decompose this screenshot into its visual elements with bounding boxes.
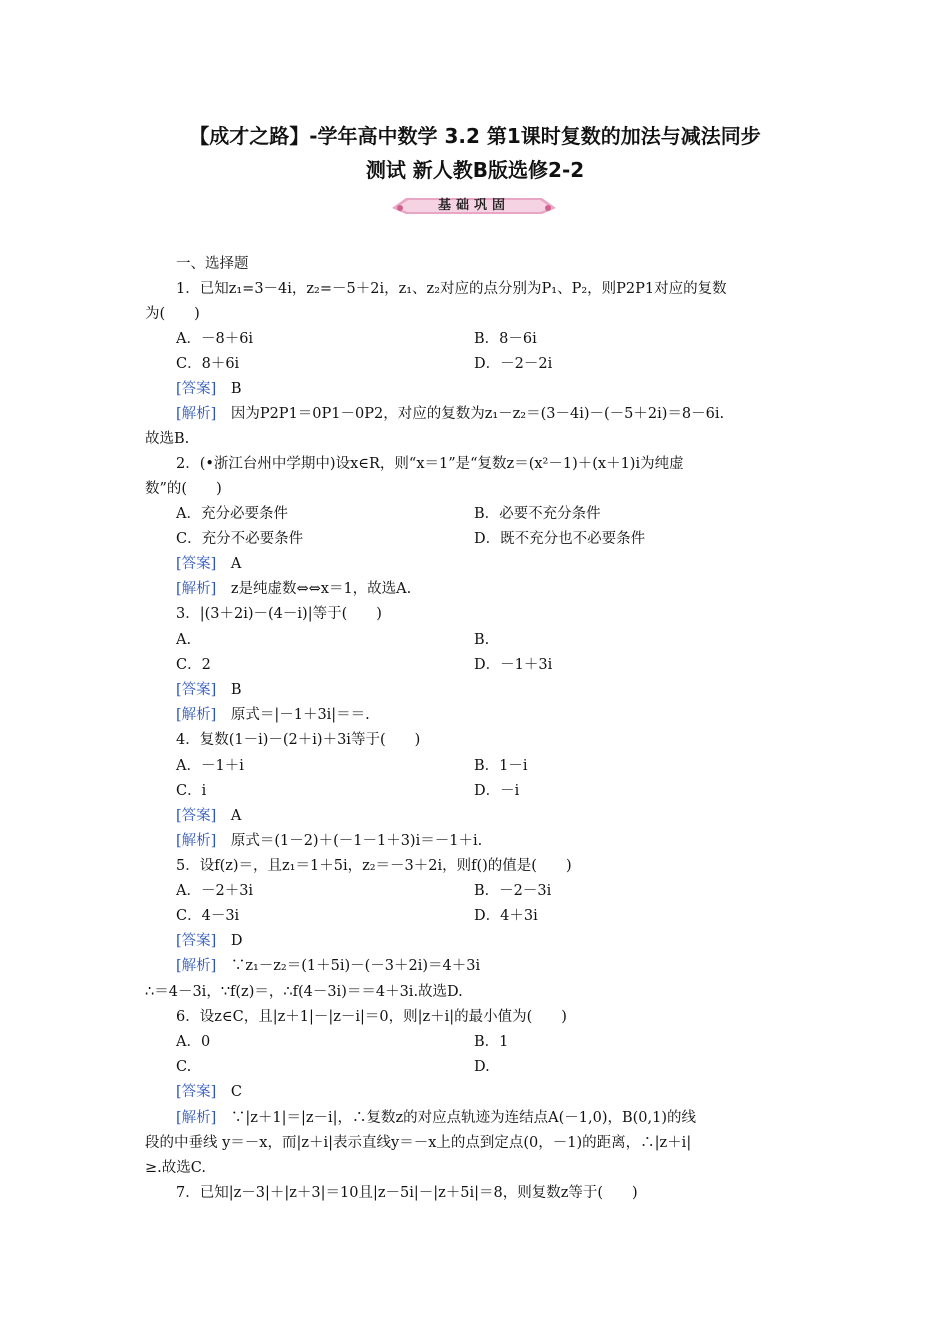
answer-tag: [答案] bbox=[176, 381, 217, 397]
q4-option-c: C．i bbox=[176, 783, 207, 799]
q5-analysis-text: ∵z₁－z₂＝(1＋5i)－(－3＋2i)＝4＋3i bbox=[230, 958, 481, 974]
q4-analysis bbox=[176, 829, 846, 854]
q1-answer bbox=[176, 377, 846, 402]
q1-answer-value: B bbox=[230, 381, 242, 397]
q1-option-c: C．8＋6i bbox=[176, 356, 240, 372]
q5-option-d: D．4＋3i bbox=[474, 908, 538, 924]
q5-stem: 5．设f(z)＝，且z₁＝1＋5i，z₂＝－3＋2i，则f()的值是( ) bbox=[176, 858, 572, 874]
q1-option-a: A．－8＋6i bbox=[176, 331, 254, 347]
section-banner bbox=[392, 196, 556, 216]
analysis-tag: [解析] bbox=[176, 1110, 217, 1126]
q3-answer bbox=[176, 678, 846, 703]
q6-stem: 6．设z∈C，且|z＋1|－|z－i|＝0，则|z＋i|的最小值为( ) bbox=[176, 1009, 567, 1025]
q1-analysis-text: 因为P2P1＝0P1－0P2，对应的复数为z₁－z₂＝(3－4i)－(－5＋2i)＝8－6i. bbox=[230, 406, 725, 422]
q3-analysis bbox=[176, 703, 846, 728]
q5-option-b: B．－2－3i bbox=[474, 883, 552, 899]
q5-analysis bbox=[176, 954, 846, 979]
answer-tag: [答案] bbox=[176, 808, 217, 824]
analysis-tag: [解析] bbox=[176, 581, 217, 597]
q2-stem-1: 2．(•浙江台州中学期中)设x∈R，则“x＝1”是“复数z＝(x²－1)＋(x＋1)i为纯虚 bbox=[176, 456, 684, 472]
q2-analysis-text: z是纯虚数⇔⇔x＝1，故选A. bbox=[230, 581, 412, 597]
q6-analysis bbox=[176, 1106, 816, 1131]
q1-analysis-2: 故选B. bbox=[145, 431, 190, 447]
answer-tag: [答案] bbox=[176, 682, 217, 698]
q2-stem-2: 数”的( ) bbox=[145, 481, 222, 497]
banner-label: 基础巩固 bbox=[437, 198, 510, 213]
q2-option-d: D．既不充分也不必要条件 bbox=[474, 531, 646, 547]
q1-option-b: B．8－6i bbox=[474, 331, 537, 347]
analysis-tag: [解析] bbox=[176, 958, 217, 974]
q6-analysis-2: 段的中垂线 y＝－x，而|z＋i|表示直线y＝－x上的点到定点(0，－1)的距离，∴|z＋i| bbox=[145, 1135, 692, 1151]
section-heading: 一、选择题 bbox=[176, 256, 249, 272]
q6-option-c: C. bbox=[176, 1059, 192, 1075]
q5-option-c: C．4－3i bbox=[176, 908, 240, 924]
doc-title-line1: 【成才之路】-学年高中数学 3.2 第1课时复数的加法与减法同步 bbox=[189, 124, 761, 148]
answer-tag: [答案] bbox=[176, 1084, 217, 1100]
q6-option-b: B．1 bbox=[474, 1034, 509, 1050]
doc-title-line2: 测试 新人教B版选修2-2 bbox=[365, 158, 585, 182]
q2-option-a: A．充分必要条件 bbox=[176, 506, 288, 522]
q4-answer bbox=[176, 804, 846, 829]
q2-analysis bbox=[176, 577, 846, 602]
q4-analysis-text: 原式＝(1－2)＋(－1－1＋3)i＝－1＋i. bbox=[230, 833, 483, 849]
q2-option-c: C．充分不必要条件 bbox=[176, 531, 304, 547]
q1-stem-2: 为( ) bbox=[145, 306, 200, 322]
answer-tag: [答案] bbox=[176, 933, 217, 949]
q3-answer-value: B bbox=[230, 682, 242, 698]
analysis-tag: [解析] bbox=[176, 833, 217, 849]
q6-answer bbox=[176, 1080, 846, 1105]
q6-option-d: D. bbox=[474, 1059, 490, 1075]
q3-option-d: D．－1＋3i bbox=[474, 657, 553, 673]
q6-analysis-3: ≥.故选C. bbox=[145, 1160, 206, 1176]
q2-answer bbox=[176, 552, 846, 577]
analysis-tag: [解析] bbox=[176, 406, 217, 422]
q2-answer-value: A bbox=[230, 556, 242, 572]
analysis-tag: [解析] bbox=[176, 707, 217, 723]
q4-stem: 4．复数(1－i)－(2＋i)＋3i等于( ) bbox=[176, 732, 421, 748]
q1-option-d: D．－2－2i bbox=[474, 356, 553, 372]
q3-option-b: B. bbox=[474, 632, 490, 648]
q1-analysis bbox=[176, 402, 846, 427]
q3-analysis-text: 原式＝|－1＋3i|＝＝. bbox=[230, 707, 370, 723]
answer-tag: [答案] bbox=[176, 556, 217, 572]
q6-answer-value: C bbox=[230, 1084, 242, 1100]
q3-option-c: C．2 bbox=[176, 657, 211, 673]
q6-analysis-text: ∵|z＋1|＝|z－i|，∴复数z的对应点轨迹为连结点A(－1,0)，B(0,1)的线 bbox=[230, 1110, 697, 1126]
q3-option-a: A. bbox=[176, 632, 192, 648]
q5-answer bbox=[176, 929, 846, 954]
q4-option-b: B．1－i bbox=[474, 758, 528, 774]
q2-option-b: B．必要不充分条件 bbox=[474, 506, 601, 522]
q4-option-a: A．－1＋i bbox=[176, 758, 244, 774]
q6-option-a: A．0 bbox=[176, 1034, 211, 1050]
q4-option-d: D．－i bbox=[474, 783, 520, 799]
q5-answer-value: D bbox=[230, 933, 243, 949]
q5-option-a: A．－2＋3i bbox=[176, 883, 254, 899]
q4-answer-value: A bbox=[230, 808, 242, 824]
q1-stem-1: 1．已知z₁=3－4i，z₂=－5＋2i，z₁、z₂对应的点分别为P₁、P₂，则P2P1对应的复数 bbox=[176, 281, 727, 297]
q7-stem: 7．已知|z－3|＋|z＋3|＝10且|z－5i|－|z＋5i|＝8，则复数z等于( ) bbox=[176, 1185, 638, 1201]
q3-stem: 3．|(3＋2i)－(4－i)|等于( ) bbox=[176, 606, 382, 622]
q5-analysis-2: ∴＝4－3i，∵f(z)＝，∴f(4－3i)＝＝4＋3i.故选D. bbox=[145, 984, 463, 1000]
